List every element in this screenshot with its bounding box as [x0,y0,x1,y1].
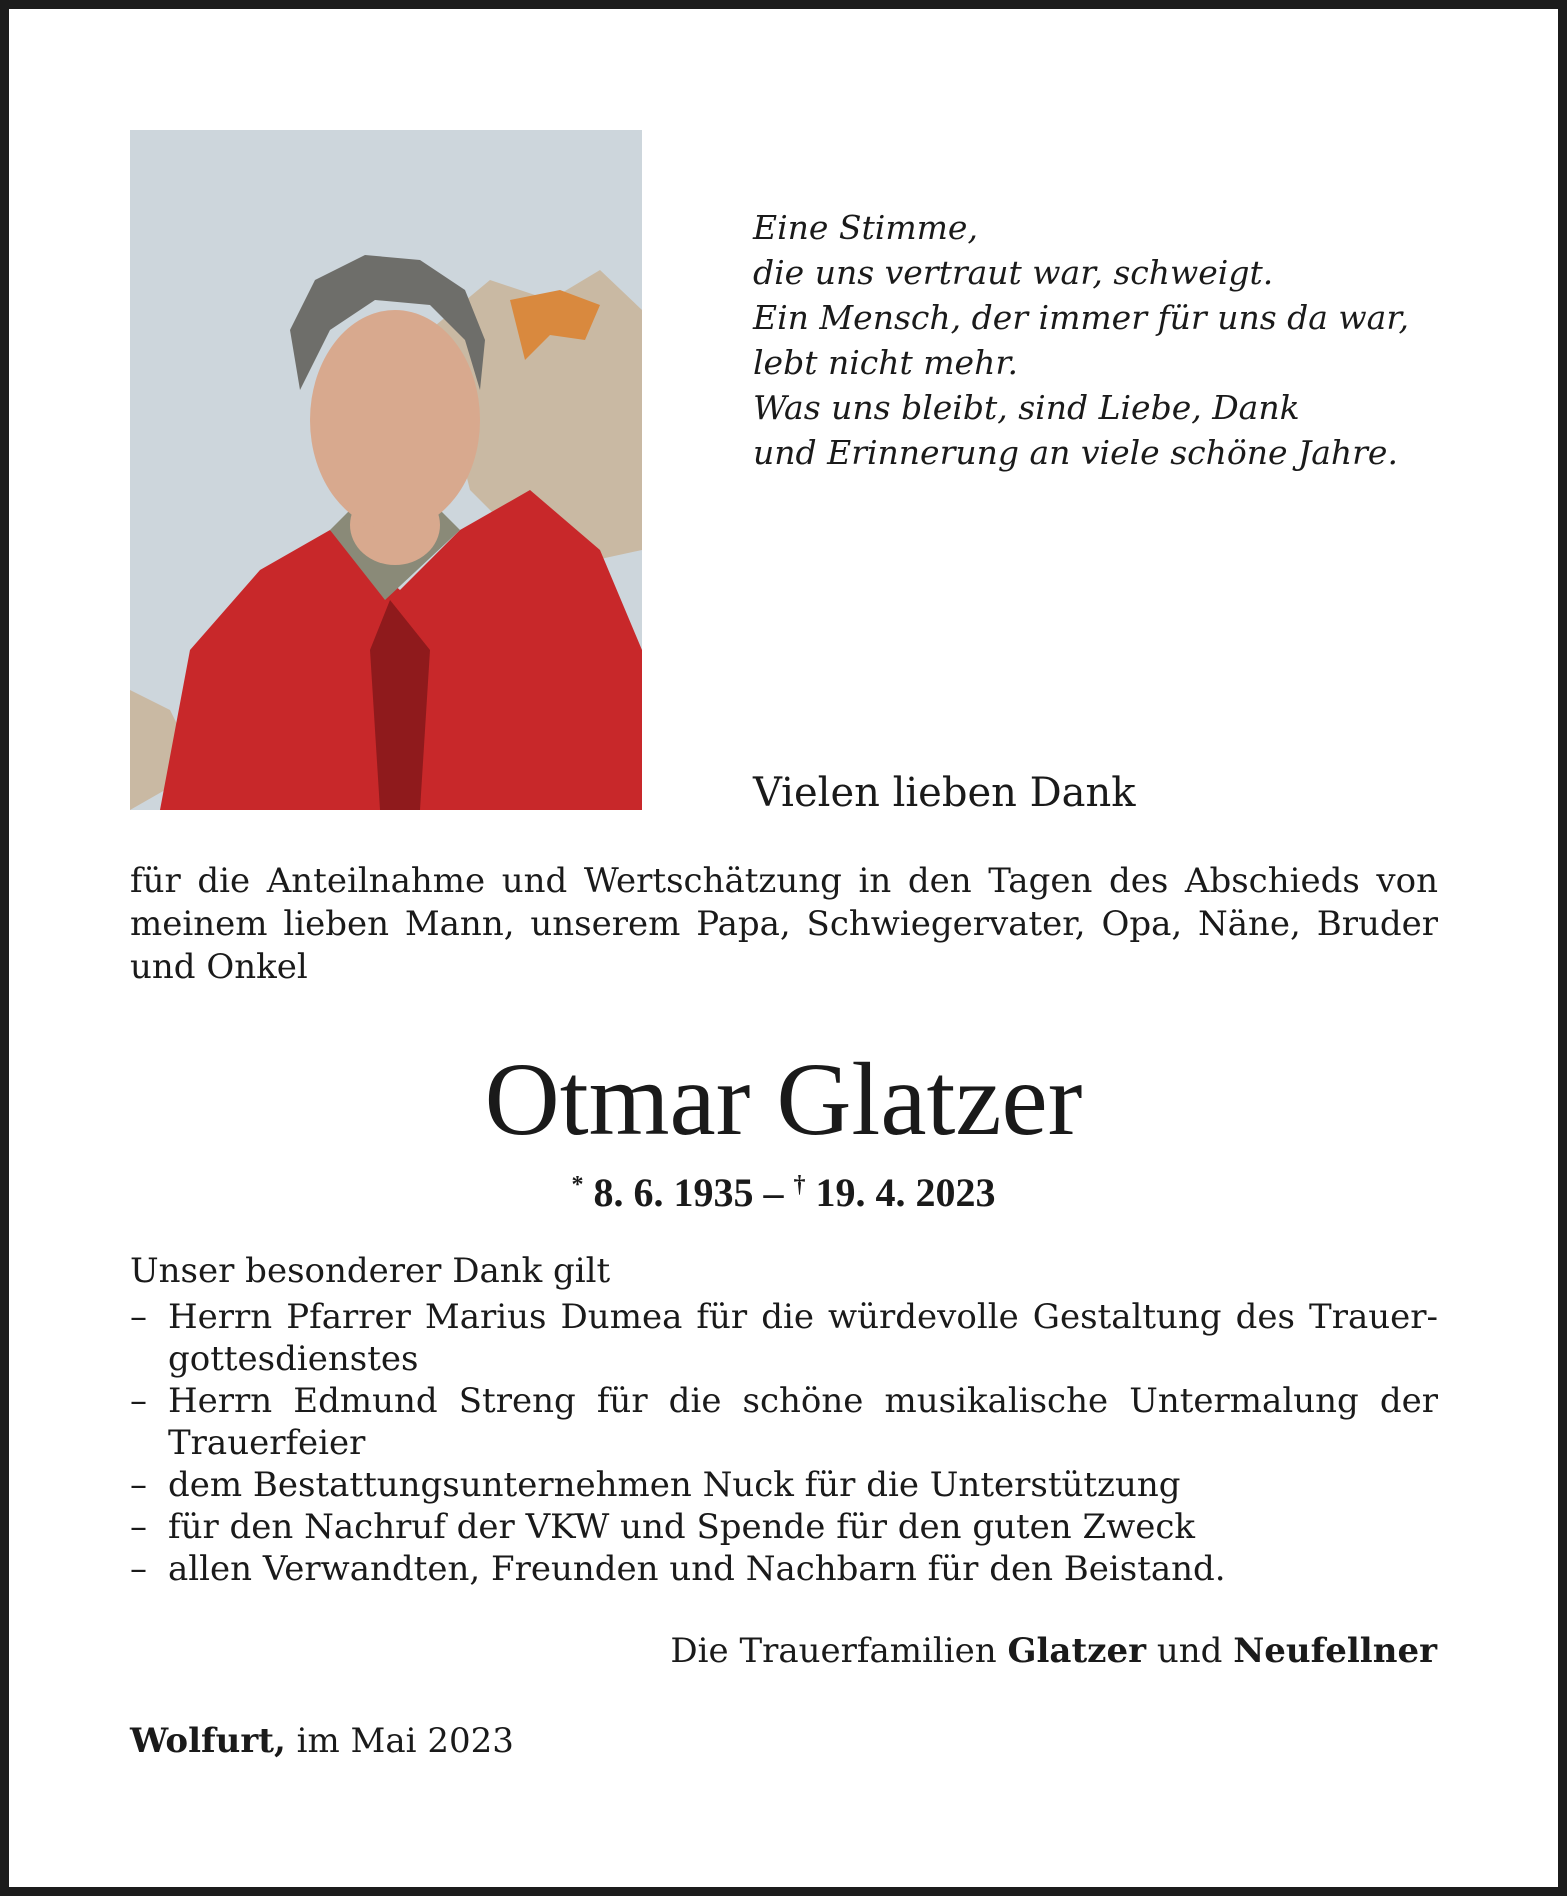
poem-line: Eine Stimme, [753,208,978,247]
intro-text: für die Anteilnahme und Wertschätzung in den Tagen des Abschieds von meinem lieben Mann, unserem Papa, Schwiegervater, Opa, Näne, Bruder und Onkel [130,861,1438,987]
birth-date: 8. 6. 1935 [593,1170,754,1215]
portrait-photo [130,130,642,810]
photo-face [310,310,480,530]
poem-line: und Erinnerung an viele schöne Jahre. [753,433,1398,472]
special-thanks-heading: Unser besonderer Dank gilt [130,1251,611,1291]
list-item-text: Herrn Edmund Streng für die schöne musikalische Untermalung der Trauerfeier [168,1381,1438,1463]
dash-bullet: – [130,1381,147,1421]
poem-line: Was uns bleibt, sind Liebe, Dank [753,388,1300,427]
list-item [130,1296,1438,1380]
life-dates [0,1160,1567,1218]
signature-conjunction: und [1156,1631,1223,1671]
list-item [130,1380,1438,1464]
poem [753,205,1473,475]
list-item-text: dem Bestattungsunternehmen Nuck für die Unterstützung [168,1465,1181,1505]
dash-bullet: – [130,1549,147,1589]
dash-bullet: – [130,1465,147,1505]
list-item [130,1464,1438,1506]
dash-bullet: – [130,1507,147,1547]
dash-bullet: – [130,1297,147,1337]
thanks-title: Vielen lieben Dank [753,770,1136,816]
birth-symbol: * [571,1172,584,1198]
deceased-name: Otmar Glatzer [484,1042,1083,1157]
family-name-neufellner: Neufellner [1233,1631,1437,1671]
signature-prefix: Die Trauerfamilien [670,1631,997,1671]
place: Wolfurt, [130,1721,286,1761]
date-separator: – [763,1170,784,1215]
family-signature [670,1630,1437,1672]
date: im Mai 2023 [296,1721,514,1761]
special-thanks-list [130,1296,1438,1590]
list-item-text: für den Nachruf der VKW und Spende für den guten Zweck [168,1507,1195,1547]
death-date: 19. 4. 2023 [815,1170,996,1215]
place-date [130,1720,514,1762]
list-item [130,1506,1438,1548]
poem-line: lebt nicht mehr. [753,343,1018,382]
list-item-text: allen Verwandten, Freunden und Nachbarn für den Beistand. [168,1549,1226,1589]
poem-line: Ein Mensch, der immer für uns da war, [753,298,1409,337]
list-item-text: Herrn Pfarrer Marius Dumea für die würdevolle Gestaltung des Trauer-gottesdienstes [168,1297,1438,1379]
death-symbol: † [793,1172,806,1198]
family-name-glatzer: Glatzer [1007,1631,1147,1671]
poem-line: die uns vertraut war, schweigt. [753,253,1274,292]
list-item [130,1548,1438,1590]
